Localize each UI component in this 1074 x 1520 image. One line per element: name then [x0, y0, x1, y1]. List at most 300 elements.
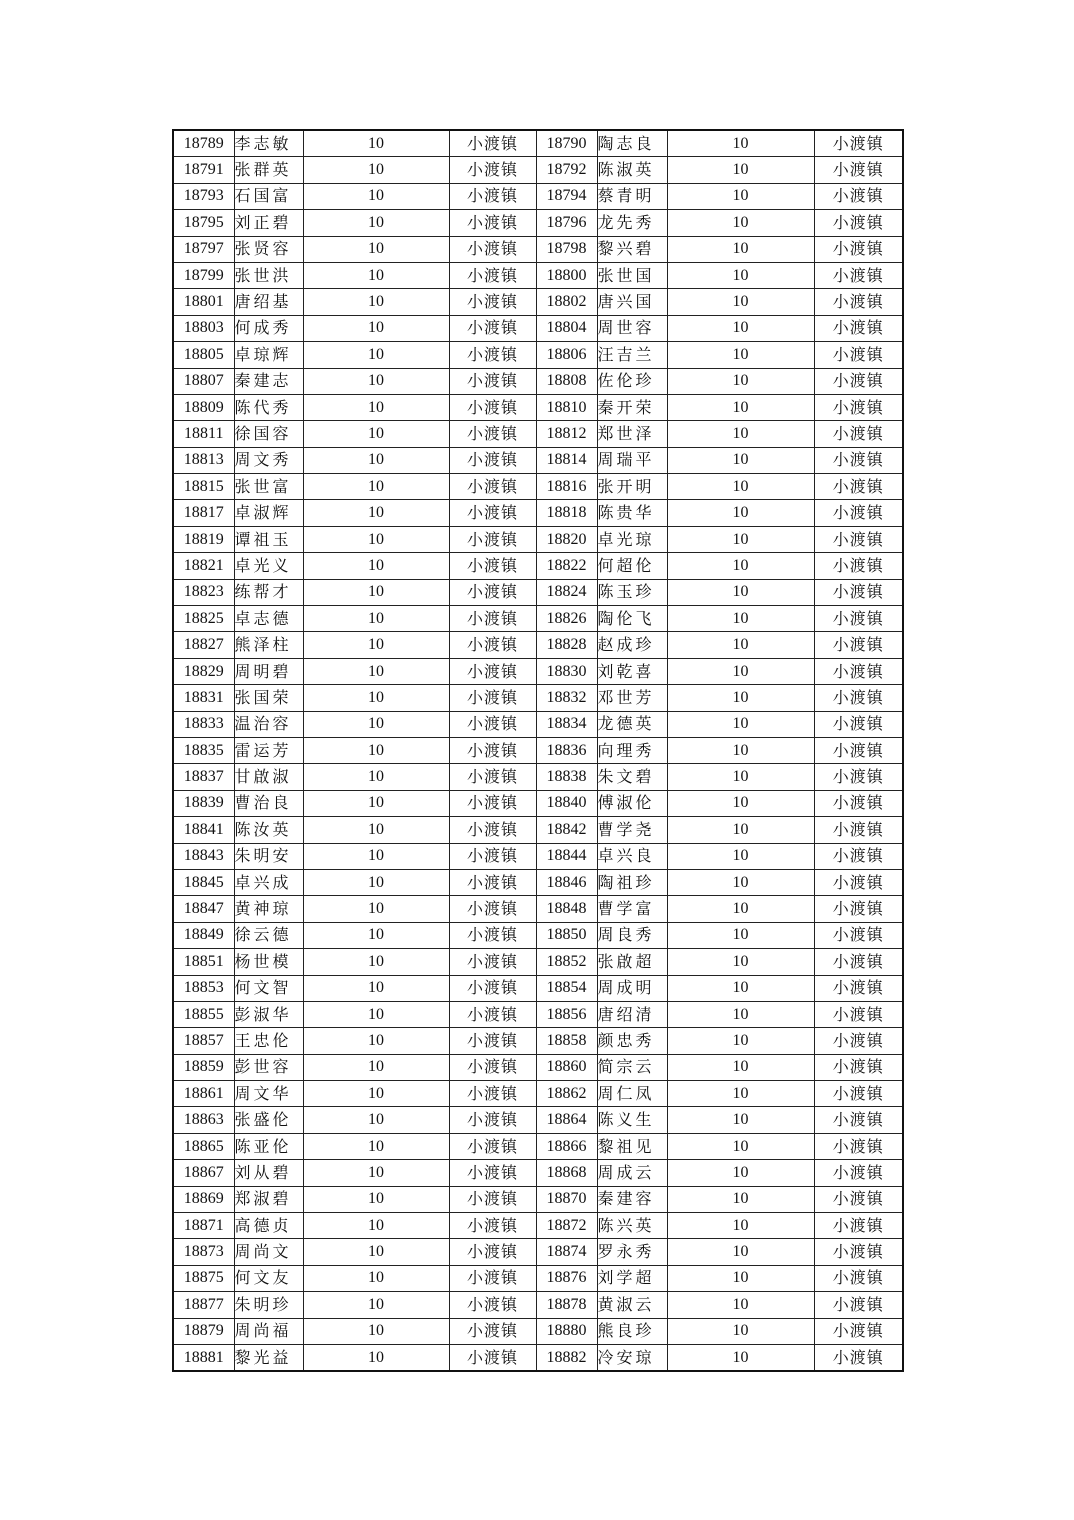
table-row — [173, 949, 903, 975]
record-id-cell: 18859 — [173, 1054, 234, 1080]
person-name-cell: 汪吉兰 — [597, 342, 667, 368]
town-cell: 小渡镇 — [814, 210, 903, 236]
record-id-cell: 18813 — [173, 447, 234, 473]
record-id-cell: 18844 — [536, 843, 597, 869]
person-name-cell: 陶伦飞 — [597, 606, 667, 632]
town-cell: 小渡镇 — [814, 579, 903, 605]
person-name-cell: 何超伦 — [597, 553, 667, 579]
record-id-cell: 18851 — [173, 949, 234, 975]
person-name-cell: 颜忠秀 — [597, 1028, 667, 1054]
person-name-cell: 周成云 — [597, 1160, 667, 1186]
table-row — [173, 975, 903, 1001]
record-id-cell: 18792 — [536, 157, 597, 183]
amount-cell: 10 — [667, 1107, 814, 1133]
town-cell: 小渡镇 — [814, 685, 903, 711]
record-id-cell: 18802 — [536, 289, 597, 315]
town-cell: 小渡镇 — [449, 526, 536, 552]
amount-cell: 10 — [303, 421, 449, 447]
town-cell: 小渡镇 — [449, 1344, 536, 1371]
table-row — [173, 843, 903, 869]
table-row — [173, 500, 903, 526]
person-name-cell: 朱明安 — [234, 843, 303, 869]
record-id-cell: 18817 — [173, 500, 234, 526]
town-cell: 小渡镇 — [449, 1318, 536, 1344]
amount-cell: 10 — [667, 922, 814, 948]
person-name-cell: 高德贞 — [234, 1213, 303, 1239]
town-cell: 小渡镇 — [449, 579, 536, 605]
amount-cell: 10 — [303, 949, 449, 975]
record-id-cell: 18836 — [536, 737, 597, 763]
person-name-cell: 张啟超 — [597, 949, 667, 975]
amount-cell: 10 — [303, 606, 449, 632]
record-id-cell: 18805 — [173, 342, 234, 368]
record-id-cell: 18841 — [173, 817, 234, 843]
record-id-cell: 18872 — [536, 1213, 597, 1239]
table-row — [173, 474, 903, 500]
town-cell: 小渡镇 — [814, 711, 903, 737]
person-name-cell: 刘乾喜 — [597, 658, 667, 684]
table-row — [173, 183, 903, 209]
record-id-cell: 18833 — [173, 711, 234, 737]
amount-cell: 10 — [667, 130, 814, 157]
town-cell: 小渡镇 — [449, 342, 536, 368]
person-name-cell: 何文智 — [234, 975, 303, 1001]
person-name-cell: 唐兴国 — [597, 289, 667, 315]
amount-cell: 10 — [303, 526, 449, 552]
table-row — [173, 1081, 903, 1107]
record-id-cell: 18804 — [536, 315, 597, 341]
person-name-cell: 刘学超 — [597, 1265, 667, 1291]
person-name-cell: 朱文碧 — [597, 764, 667, 790]
table-row — [173, 737, 903, 763]
town-cell: 小渡镇 — [449, 262, 536, 288]
person-name-cell: 简宗云 — [597, 1054, 667, 1080]
person-name-cell: 郑淑碧 — [234, 1186, 303, 1212]
town-cell: 小渡镇 — [814, 1292, 903, 1318]
amount-cell: 10 — [667, 1292, 814, 1318]
table-row — [173, 711, 903, 737]
record-id-cell: 18794 — [536, 183, 597, 209]
town-cell: 小渡镇 — [814, 817, 903, 843]
person-name-cell: 陈玉珍 — [597, 579, 667, 605]
town-cell: 小渡镇 — [814, 421, 903, 447]
person-name-cell: 徐云德 — [234, 922, 303, 948]
town-cell: 小渡镇 — [449, 1265, 536, 1291]
record-id-cell: 18835 — [173, 737, 234, 763]
amount-cell: 10 — [667, 658, 814, 684]
town-cell: 小渡镇 — [449, 289, 536, 315]
amount-cell: 10 — [303, 896, 449, 922]
record-id-cell: 18855 — [173, 1001, 234, 1027]
person-name-cell: 卓光义 — [234, 553, 303, 579]
town-cell: 小渡镇 — [814, 368, 903, 394]
person-name-cell: 佐伦珍 — [597, 368, 667, 394]
record-id-cell: 18850 — [536, 922, 597, 948]
person-name-cell: 练帮才 — [234, 579, 303, 605]
table-row — [173, 130, 903, 157]
town-cell: 小渡镇 — [449, 632, 536, 658]
person-name-cell: 卓光琼 — [597, 526, 667, 552]
town-cell: 小渡镇 — [449, 236, 536, 262]
town-cell: 小渡镇 — [449, 553, 536, 579]
town-cell: 小渡镇 — [449, 764, 536, 790]
amount-cell: 10 — [303, 1292, 449, 1318]
person-name-cell: 卓兴成 — [234, 869, 303, 895]
record-id-cell: 18822 — [536, 553, 597, 579]
record-id-cell: 18868 — [536, 1160, 597, 1186]
amount-cell: 10 — [303, 1160, 449, 1186]
person-name-cell: 周瑞平 — [597, 447, 667, 473]
amount-cell: 10 — [667, 1265, 814, 1291]
amount-cell: 10 — [303, 1107, 449, 1133]
town-cell: 小渡镇 — [449, 1160, 536, 1186]
person-name-cell: 谭祖玉 — [234, 526, 303, 552]
person-name-cell: 张群英 — [234, 157, 303, 183]
town-cell: 小渡镇 — [814, 262, 903, 288]
person-name-cell: 罗永秀 — [597, 1239, 667, 1265]
amount-cell: 10 — [667, 236, 814, 262]
record-id-cell: 18858 — [536, 1028, 597, 1054]
table-row — [173, 1292, 903, 1318]
record-id-cell: 18809 — [173, 394, 234, 420]
table-row — [173, 1265, 903, 1291]
person-name-cell: 杨世模 — [234, 949, 303, 975]
amount-cell: 10 — [303, 553, 449, 579]
person-name-cell: 刘正碧 — [234, 210, 303, 236]
record-id-cell: 18791 — [173, 157, 234, 183]
person-name-cell: 李志敏 — [234, 130, 303, 157]
record-id-cell: 18800 — [536, 262, 597, 288]
record-id-cell: 18863 — [173, 1107, 234, 1133]
amount-cell: 10 — [303, 1133, 449, 1159]
record-id-cell: 18826 — [536, 606, 597, 632]
record-id-cell: 18866 — [536, 1133, 597, 1159]
town-cell: 小渡镇 — [814, 1107, 903, 1133]
amount-cell: 10 — [303, 869, 449, 895]
amount-cell: 10 — [667, 975, 814, 1001]
town-cell: 小渡镇 — [814, 526, 903, 552]
town-cell: 小渡镇 — [449, 474, 536, 500]
amount-cell: 10 — [667, 632, 814, 658]
record-id-cell: 18852 — [536, 949, 597, 975]
town-cell: 小渡镇 — [449, 500, 536, 526]
amount-cell: 10 — [303, 1081, 449, 1107]
table-row — [173, 869, 903, 895]
town-cell: 小渡镇 — [814, 843, 903, 869]
amount-cell: 10 — [303, 130, 449, 157]
record-id-cell: 18877 — [173, 1292, 234, 1318]
town-cell: 小渡镇 — [814, 658, 903, 684]
town-cell: 小渡镇 — [449, 130, 536, 157]
town-cell: 小渡镇 — [449, 1133, 536, 1159]
amount-cell: 10 — [667, 949, 814, 975]
person-name-cell: 陈兴英 — [597, 1213, 667, 1239]
person-name-cell: 陈汝英 — [234, 817, 303, 843]
amount-cell: 10 — [303, 632, 449, 658]
amount-cell: 10 — [303, 1186, 449, 1212]
amount-cell: 10 — [303, 579, 449, 605]
record-id-cell: 18829 — [173, 658, 234, 684]
record-id-cell: 18849 — [173, 922, 234, 948]
record-id-cell: 18795 — [173, 210, 234, 236]
record-id-cell: 18862 — [536, 1081, 597, 1107]
town-cell: 小渡镇 — [814, 1239, 903, 1265]
table-row — [173, 1318, 903, 1344]
person-name-cell: 黎祖见 — [597, 1133, 667, 1159]
person-name-cell: 周文秀 — [234, 447, 303, 473]
record-id-cell: 18837 — [173, 764, 234, 790]
person-name-cell: 周成明 — [597, 975, 667, 1001]
amount-cell: 10 — [667, 1133, 814, 1159]
town-cell: 小渡镇 — [449, 1186, 536, 1212]
town-cell: 小渡镇 — [449, 685, 536, 711]
table-row — [173, 1213, 903, 1239]
record-id-cell: 18847 — [173, 896, 234, 922]
town-cell: 小渡镇 — [814, 394, 903, 420]
table-row — [173, 342, 903, 368]
town-cell: 小渡镇 — [814, 447, 903, 473]
person-name-cell: 向理秀 — [597, 737, 667, 763]
amount-cell: 10 — [303, 262, 449, 288]
amount-cell: 10 — [303, 157, 449, 183]
amount-cell: 10 — [667, 1186, 814, 1212]
person-name-cell: 陈代秀 — [234, 394, 303, 420]
record-id-cell: 18869 — [173, 1186, 234, 1212]
record-id-cell: 18798 — [536, 236, 597, 262]
town-cell: 小渡镇 — [814, 1028, 903, 1054]
person-name-cell: 彭世容 — [234, 1054, 303, 1080]
record-id-cell: 18818 — [536, 500, 597, 526]
table-row — [173, 262, 903, 288]
amount-cell: 10 — [303, 315, 449, 341]
amount-cell: 10 — [667, 394, 814, 420]
record-id-cell: 18853 — [173, 975, 234, 1001]
town-cell: 小渡镇 — [814, 315, 903, 341]
person-name-cell: 雷运芳 — [234, 737, 303, 763]
amount-cell: 10 — [303, 843, 449, 869]
person-name-cell: 刘从碧 — [234, 1160, 303, 1186]
person-name-cell: 秦建志 — [234, 368, 303, 394]
person-name-cell: 卓兴良 — [597, 843, 667, 869]
amount-cell: 10 — [667, 500, 814, 526]
record-id-cell: 18831 — [173, 685, 234, 711]
person-name-cell: 龙德英 — [597, 711, 667, 737]
amount-cell: 10 — [667, 553, 814, 579]
record-id-cell: 18810 — [536, 394, 597, 420]
amount-cell: 10 — [667, 1081, 814, 1107]
town-cell: 小渡镇 — [814, 1133, 903, 1159]
town-cell: 小渡镇 — [814, 949, 903, 975]
town-cell: 小渡镇 — [449, 949, 536, 975]
town-cell: 小渡镇 — [814, 553, 903, 579]
amount-cell: 10 — [667, 210, 814, 236]
person-name-cell: 周尚文 — [234, 1239, 303, 1265]
table-row — [173, 1107, 903, 1133]
person-name-cell: 陈义生 — [597, 1107, 667, 1133]
amount-cell: 10 — [303, 210, 449, 236]
town-cell: 小渡镇 — [449, 975, 536, 1001]
town-cell: 小渡镇 — [449, 922, 536, 948]
town-cell: 小渡镇 — [449, 711, 536, 737]
record-id-cell: 18832 — [536, 685, 597, 711]
town-cell: 小渡镇 — [814, 500, 903, 526]
table-row — [173, 896, 903, 922]
person-name-cell: 陈淑英 — [597, 157, 667, 183]
person-name-cell: 卓淑辉 — [234, 500, 303, 526]
person-name-cell: 陶祖珍 — [597, 869, 667, 895]
record-id-cell: 18796 — [536, 210, 597, 236]
amount-cell: 10 — [667, 606, 814, 632]
person-name-cell: 周尚福 — [234, 1318, 303, 1344]
table-row — [173, 289, 903, 315]
amount-cell: 10 — [303, 975, 449, 1001]
record-id-cell: 18801 — [173, 289, 234, 315]
amount-cell: 10 — [303, 368, 449, 394]
amount-cell: 10 — [303, 500, 449, 526]
record-id-cell: 18797 — [173, 236, 234, 262]
record-id-cell: 18803 — [173, 315, 234, 341]
town-cell: 小渡镇 — [814, 869, 903, 895]
person-name-cell: 陶志良 — [597, 130, 667, 157]
record-id-cell: 18815 — [173, 474, 234, 500]
amount-cell: 10 — [667, 579, 814, 605]
amount-cell: 10 — [667, 342, 814, 368]
record-id-cell: 18799 — [173, 262, 234, 288]
town-cell: 小渡镇 — [814, 975, 903, 1001]
amount-cell: 10 — [303, 236, 449, 262]
table-row — [173, 579, 903, 605]
amount-cell: 10 — [667, 764, 814, 790]
amount-cell: 10 — [303, 685, 449, 711]
person-name-cell: 曹学富 — [597, 896, 667, 922]
person-name-cell: 张世富 — [234, 474, 303, 500]
town-cell: 小渡镇 — [814, 764, 903, 790]
amount-cell: 10 — [667, 1001, 814, 1027]
person-name-cell: 唐绍基 — [234, 289, 303, 315]
amount-cell: 10 — [667, 183, 814, 209]
amount-cell: 10 — [667, 869, 814, 895]
person-name-cell: 龙先秀 — [597, 210, 667, 236]
record-id-cell: 18834 — [536, 711, 597, 737]
table-row — [173, 368, 903, 394]
record-id-cell: 18816 — [536, 474, 597, 500]
town-cell: 小渡镇 — [814, 1186, 903, 1212]
person-name-cell: 周良秀 — [597, 922, 667, 948]
table-row — [173, 1344, 903, 1371]
record-id-cell: 18789 — [173, 130, 234, 157]
amount-cell: 10 — [303, 289, 449, 315]
town-cell: 小渡镇 — [814, 1213, 903, 1239]
town-cell: 小渡镇 — [449, 1001, 536, 1027]
amount-cell: 10 — [667, 737, 814, 763]
amount-cell: 10 — [303, 764, 449, 790]
record-id-cell: 18839 — [173, 790, 234, 816]
amount-cell: 10 — [303, 1054, 449, 1080]
table-row — [173, 1133, 903, 1159]
town-cell: 小渡镇 — [449, 817, 536, 843]
table-row — [173, 1001, 903, 1027]
town-cell: 小渡镇 — [814, 1160, 903, 1186]
person-name-cell: 张开明 — [597, 474, 667, 500]
amount-cell: 10 — [303, 1213, 449, 1239]
table-row — [173, 1160, 903, 1186]
town-cell: 小渡镇 — [814, 606, 903, 632]
town-cell: 小渡镇 — [449, 183, 536, 209]
amount-cell: 10 — [667, 896, 814, 922]
record-id-cell: 18864 — [536, 1107, 597, 1133]
person-name-cell: 周明碧 — [234, 658, 303, 684]
town-cell: 小渡镇 — [449, 1292, 536, 1318]
table-row — [173, 817, 903, 843]
record-id-cell: 18880 — [536, 1318, 597, 1344]
table-row — [173, 685, 903, 711]
table-row — [173, 606, 903, 632]
amount-cell: 10 — [667, 843, 814, 869]
table-row — [173, 1028, 903, 1054]
amount-cell: 10 — [667, 711, 814, 737]
table-row — [173, 447, 903, 473]
record-id-cell: 18882 — [536, 1344, 597, 1371]
table-row — [173, 210, 903, 236]
town-cell: 小渡镇 — [814, 1001, 903, 1027]
person-name-cell: 张世洪 — [234, 262, 303, 288]
town-cell: 小渡镇 — [449, 447, 536, 473]
person-name-cell: 何文友 — [234, 1265, 303, 1291]
town-cell: 小渡镇 — [814, 737, 903, 763]
record-id-cell: 18871 — [173, 1213, 234, 1239]
record-id-cell: 18843 — [173, 843, 234, 869]
person-name-cell: 卓琼辉 — [234, 342, 303, 368]
person-name-cell: 王忠伦 — [234, 1028, 303, 1054]
record-id-cell: 18830 — [536, 658, 597, 684]
town-cell: 小渡镇 — [814, 474, 903, 500]
person-name-cell: 郑世泽 — [597, 421, 667, 447]
amount-cell: 10 — [667, 1160, 814, 1186]
record-id-cell: 18812 — [536, 421, 597, 447]
roster-table-body — [173, 130, 903, 1371]
person-name-cell: 徐国容 — [234, 421, 303, 447]
person-name-cell: 秦开荣 — [597, 394, 667, 420]
person-name-cell: 卓志德 — [234, 606, 303, 632]
amount-cell: 10 — [303, 342, 449, 368]
town-cell: 小渡镇 — [449, 421, 536, 447]
town-cell: 小渡镇 — [449, 658, 536, 684]
person-name-cell: 黎兴碧 — [597, 236, 667, 262]
record-id-cell: 18856 — [536, 1001, 597, 1027]
person-name-cell: 陈贵华 — [597, 500, 667, 526]
person-name-cell: 曹学尧 — [597, 817, 667, 843]
person-name-cell: 石国富 — [234, 183, 303, 209]
town-cell: 小渡镇 — [814, 896, 903, 922]
town-cell: 小渡镇 — [814, 157, 903, 183]
amount-cell: 10 — [303, 922, 449, 948]
town-cell: 小渡镇 — [814, 922, 903, 948]
person-name-cell: 熊良珍 — [597, 1318, 667, 1344]
person-name-cell: 张盛伦 — [234, 1107, 303, 1133]
person-name-cell: 邓世芳 — [597, 685, 667, 711]
record-id-cell: 18790 — [536, 130, 597, 157]
person-name-cell: 张贤容 — [234, 236, 303, 262]
record-id-cell: 18867 — [173, 1160, 234, 1186]
person-name-cell: 黄淑云 — [597, 1292, 667, 1318]
amount-cell: 10 — [303, 1318, 449, 1344]
town-cell: 小渡镇 — [814, 1344, 903, 1371]
record-id-cell: 18865 — [173, 1133, 234, 1159]
record-id-cell: 18876 — [536, 1265, 597, 1291]
person-name-cell: 秦建容 — [597, 1186, 667, 1212]
record-id-cell: 18840 — [536, 790, 597, 816]
amount-cell: 10 — [667, 1054, 814, 1080]
